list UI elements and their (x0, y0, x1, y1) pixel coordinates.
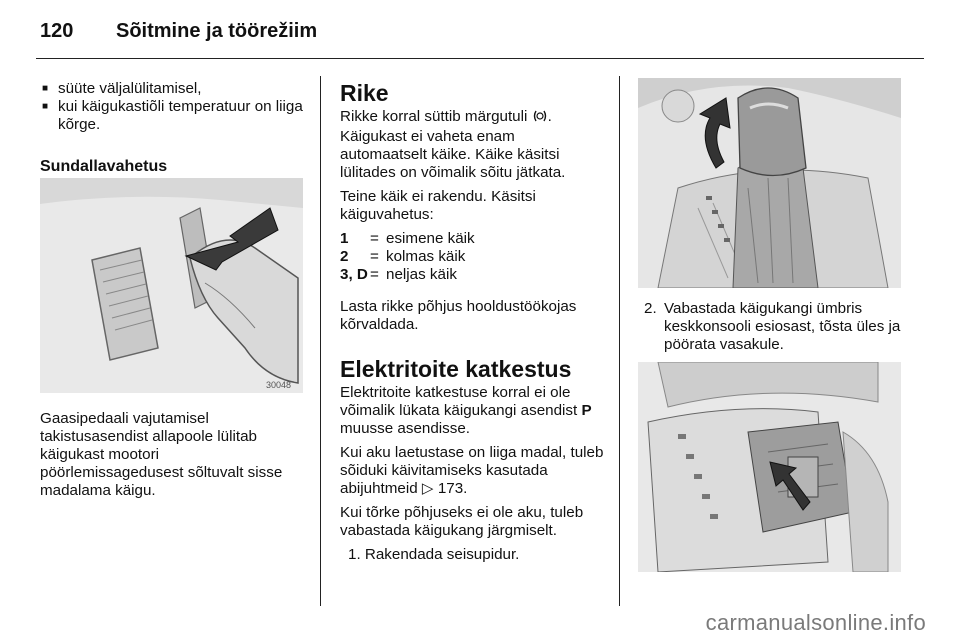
console-release-figure (638, 362, 901, 572)
park-key: P (581, 402, 592, 419)
step-2 (644, 300, 906, 354)
power-heading: Elektritoite katkestus (340, 356, 572, 382)
gear-key: 1 (340, 230, 349, 247)
gear-sep: = (370, 230, 379, 247)
gear-key: 3, D (340, 266, 368, 283)
gear-sep: = (370, 248, 379, 265)
bullet-item: ■ kui käigukastiõli temperatuur on liiga kõrge. (40, 98, 305, 134)
bullet-list (40, 80, 305, 134)
watermark: carmanualsonline.info (705, 610, 926, 635)
power-p1-rest: muusse asendisse. (340, 420, 471, 437)
page-title: Sõitmine ja töörežiim (116, 20, 318, 42)
fault-p1-text: Rikke korral süttib märgutuli (340, 108, 528, 125)
gear-value: esimene käik (386, 230, 475, 247)
kickdown-paragraph: Gaasipedaali vajutamisel takistusasendist allapoole lülitab käigukast mootori pöörlemissagedusest sõltuvalt sisse madalama käigu. (40, 410, 283, 499)
table-row (340, 230, 475, 248)
power-paragraph-3: Kui tõrke põhjuseks ei ole aku, tuleb vabastada käigukang järgmiselt. (340, 504, 584, 539)
column-1 (40, 80, 305, 176)
column-2 (340, 80, 605, 564)
header-rule (36, 58, 924, 59)
gear-sep: = (370, 266, 379, 283)
page-number: 120 (40, 20, 74, 42)
fault-p1-rest: Käigukast ei vaheta enam automaatselt käike. Käike käsitsi lülitades on võimalik sõitu jätkata. (340, 128, 566, 181)
transmission-warning-icon (532, 109, 548, 128)
table-row (340, 248, 475, 266)
page-header (40, 20, 317, 43)
figure-number: 30048 (266, 380, 292, 390)
kickdown-pedal-figure (40, 178, 303, 393)
step-1: 1. Rakendada seisupidur. (348, 546, 520, 563)
gear-value: kolmas käik (386, 248, 466, 265)
column-divider-1 (320, 76, 321, 606)
power-p2-text: Kui aku laetustase on liiga madal, tuleb sõiduki käivitamiseks kasutada abijuhtmeid (340, 444, 604, 497)
power-p1-text: Elektritoite katkestuse korral ei ole võimalik lükata käigukangi asendist (340, 384, 578, 419)
column-divider-2 (619, 76, 620, 606)
power-paragraph-1 (340, 384, 605, 438)
fault-heading: Rike (340, 80, 389, 106)
page-reference-icon: ▷ (421, 480, 434, 497)
page-reference: 173. (437, 480, 468, 497)
gear-lever-figure (638, 78, 901, 288)
power-paragraph-2 (340, 444, 605, 498)
fault-paragraph-1: Rikke korral süttib märgutuli . Käigukast ei vaheta enam automaatselt käike. Käike käsitsi lülitades on võimalik sõitu jätkata. (340, 108, 566, 181)
table-row (340, 266, 475, 284)
step-2-text: Vabastada käigukangi ümbris keskkonsooli esiosast, tõsta üles ja pöörata vasakule. (664, 300, 901, 353)
gear-key: 2 (340, 248, 349, 265)
kickdown-text-block (40, 410, 305, 500)
fault-paragraph-2: Teine käik ei rakendu. Käsitsi käiguvahetus: (340, 188, 536, 223)
fault-paragraph-3: Lasta rikke põhjus hooldustöökojas kõrvaldada. (340, 298, 577, 333)
bullet-item: ■ süüte väljalülitamisel, (40, 80, 305, 98)
gear-value: neljas käik (386, 266, 457, 283)
step-2-number: 2. (644, 300, 657, 317)
gear-table (340, 230, 475, 284)
kickdown-heading: Sundallavahetus (40, 158, 168, 175)
